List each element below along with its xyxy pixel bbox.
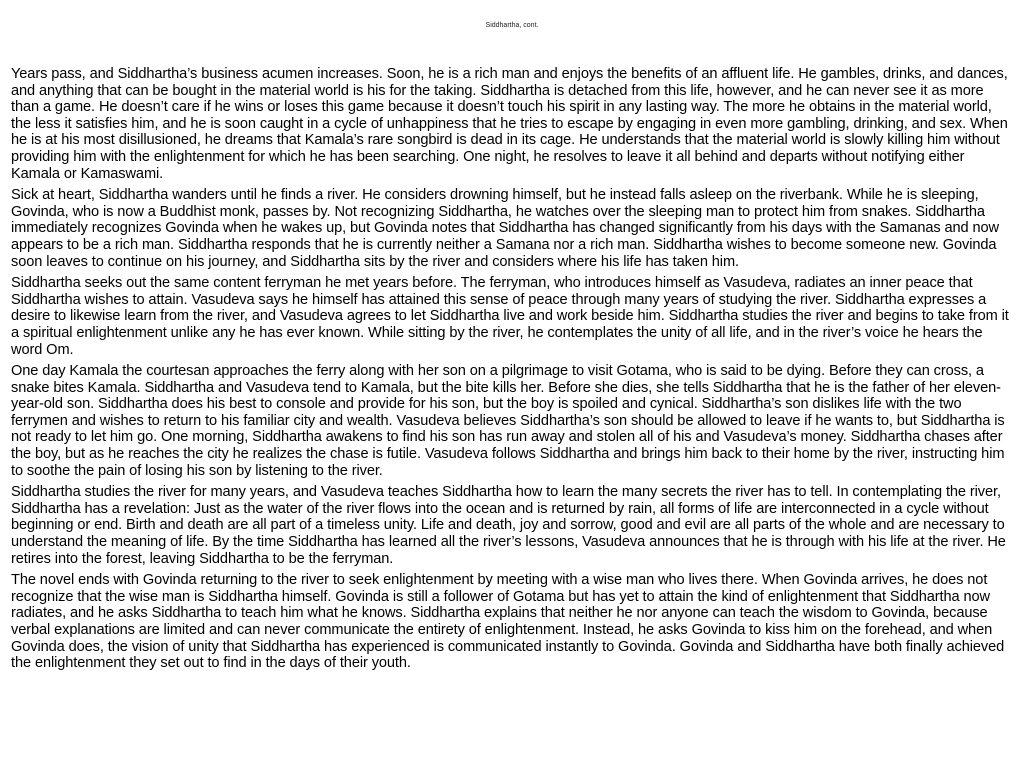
slide-title: Siddhartha, cont. (485, 22, 539, 29)
paragraph: One day Kamala the courtesan approaches the ferry along with her son on a pilgrimage to visit Gotama, who is said to be dying. Before they can cross, a snake bites Kamala. Siddhartha and Vasudeva tend to Kamala, but the bite kills her. Before she dies, she tells Siddhartha that he is the father of her eleven-year-old son. Siddhartha does his best to console and provide for his son, but the boy is spoiled and cynical. Siddhartha’s son dislikes life with the two ferrymen and wishes to return to his familiar city and wealth. Vasudeva believes Siddhartha’s son should be allowed to leave if he wants to, but Siddhartha is not ready to let him go. One morning, Siddhartha awakens to find his son has run away and stolen all of his and Vasudeva’s money. Siddhartha chases after the boy, but as he reaches the city he realizes the chase is futile. Vasudeva follows Siddhartha and brings him back to their home by the river, instructing him to soothe the pain of losing his son by listening to the river. (11, 363, 1005, 479)
slide-body (11, 66, 1015, 677)
paragraph: Siddhartha seeks out the same content ferryman he met years before. The ferryman, who introduces himself as Vasudeva, radiates an inner peace that Siddhartha wishes to attain. Vasudeva says he himself has attained this sense of peace through many years of studying the river. Siddhartha expresses a desire to likewise learn from the river, and Vasudeva agrees to let Siddhartha live and work beside him. Siddhartha studies the river and begins to take from it a spiritual enlightenment unlike any he has ever known. While sitting by the river, he contemplates the unity of all life, and in the river’s voice he hears the word Om. (11, 275, 1009, 358)
paragraph: Years pass, and Siddhartha’s business acumen increases. Soon, he is a rich man and enjoys the benefits of an affluent life. He gambles, drinks, and dances, and anything that can be bought in the material world is his for the taking. Siddhartha is detached from this life, however, and he can never see it as more than a game. He doesn’t care if he wins or loses this game because it doesn’t touch his spirit in any lasting way. The more he obtains in the material world, the less it satisfies him, and he is soon caught in a cycle of unhappiness that he tries to escape by engaging in even more gambling, drinking, and sex. When he is at his most disillusioned, he dreams that Kamala’s rare songbird is dead in its cage. He understands that the material world is slowly killing him without providing him with the enlightenment for which he has been searching. One night, he resolves to leave it all behind and departs without notifying either Kamala or Kamaswami. (11, 66, 1008, 182)
paragraph: Sick at heart, Siddhartha wanders until he finds a river. He considers drowning himself, but he instead falls asleep on the riverbank. While he is sleeping, Govinda, who is now a Buddhist monk, passes by. Not recognizing Siddhartha, he watches over the sleeping man to protect him from snakes. Siddhartha immediately recognizes Govinda when he wakes up, but Govinda notes that Siddhartha has changed significantly from his days with the Samanas and now appears to be a rich man. Siddhartha responds that he is currently neither a Samana nor a rich man. Siddhartha wishes to become someone new. Govinda soon leaves to continue on his journey, and Siddhartha sits by the river and considers where his life has taken him. (11, 187, 999, 270)
paragraph: The novel ends with Govinda returning to the river to seek enlightenment by meeting with a wise man who lives there. When Govinda arrives, he does not recognize that the wise man is Siddhartha himself. Govinda is still a follower of Gotama but has yet to attain the kind of enlightenment that Siddhartha now radiates, and he asks Siddhartha to teach him what he knows. Siddhartha explains that neither he nor anyone can teach the wisdom to Govinda, because verbal explanations are limited and can never communicate the entirety of enlightenment. Instead, he asks Govinda to kiss him on the forehead, and when Govinda does, the vision of unity that Siddhartha has experienced is communicated instantly to Govinda. Govinda and Siddhartha have both finally achieved the enlightenment they set out to find in the days of their youth. (11, 572, 1005, 672)
paragraph: Siddhartha studies the river for many years, and Vasudeva teaches Siddhartha how to learn the many secrets the river has to tell. In contemplating the river, Siddhartha has a revelation: Just as the water of the river flows into the ocean and is returned by rain, all forms of life are interconnected in a cycle without beginning or end. Birth and death are all part of a timeless unity. Life and death, joy and sorrow, good and evil are all parts of the whole and are necessary to understand the meaning of life. By the time Siddhartha has learned all the river’s lessons, Vasudeva announces that he is through with his life at the river. He retires into the forest, leaving Siddhartha to be the ferryman. (11, 484, 1006, 567)
